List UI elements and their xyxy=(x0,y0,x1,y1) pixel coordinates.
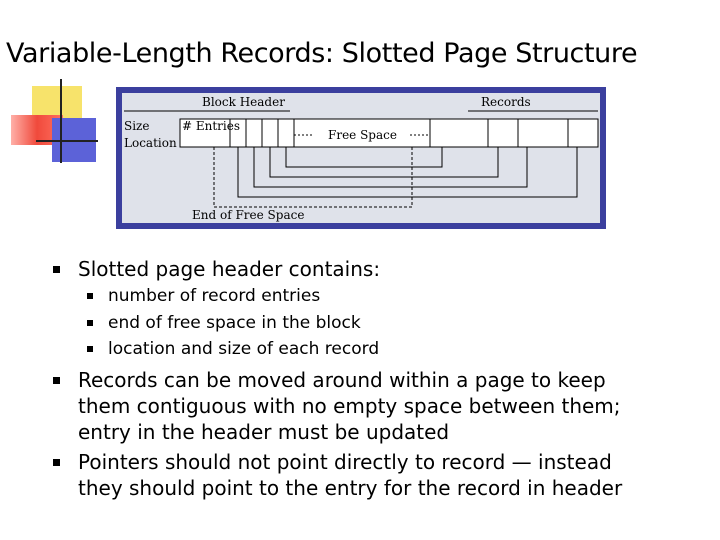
entries-label: # Entries xyxy=(182,119,241,133)
bullet-records-moved-line2: them contiguous with no empty space between them; xyxy=(78,394,621,418)
block-header-label: Block Header xyxy=(202,95,285,109)
records-label: Records xyxy=(481,95,531,109)
bullet-pointers-line1: Pointers should not point directly to record — instead xyxy=(78,450,612,474)
sub-bullet-marker xyxy=(87,320,93,326)
free-space-label: Free Space xyxy=(328,128,397,142)
bullet-pointers-line2: they should point to the entry for the record in header xyxy=(78,476,623,500)
bullet-header-contains: Slotted page header contains: xyxy=(78,257,381,281)
sub-bullet-marker xyxy=(87,346,93,352)
bullet-marker xyxy=(53,459,60,466)
bullet-marker xyxy=(53,377,60,384)
size-label: Size xyxy=(124,119,150,133)
sub-bullet-marker xyxy=(87,293,93,299)
bullet-records-moved-line3: entry in the header must be updated xyxy=(78,420,450,444)
sub-bullet-end-free-space: end of free space in the block xyxy=(108,313,361,333)
sub-bullet-record-entries: number of record entries xyxy=(108,286,321,306)
bullet-records-moved-line1: Records can be moved around within a page to keep xyxy=(78,368,606,392)
location-label: Location xyxy=(124,136,177,150)
bullet-marker xyxy=(53,266,60,273)
sub-bullet-location-size: location and size of each record xyxy=(108,339,380,359)
end-of-free-space-label: End of Free Space xyxy=(192,208,305,222)
slide-title: Variable-Length Records: Slotted Page Structure xyxy=(6,38,638,69)
